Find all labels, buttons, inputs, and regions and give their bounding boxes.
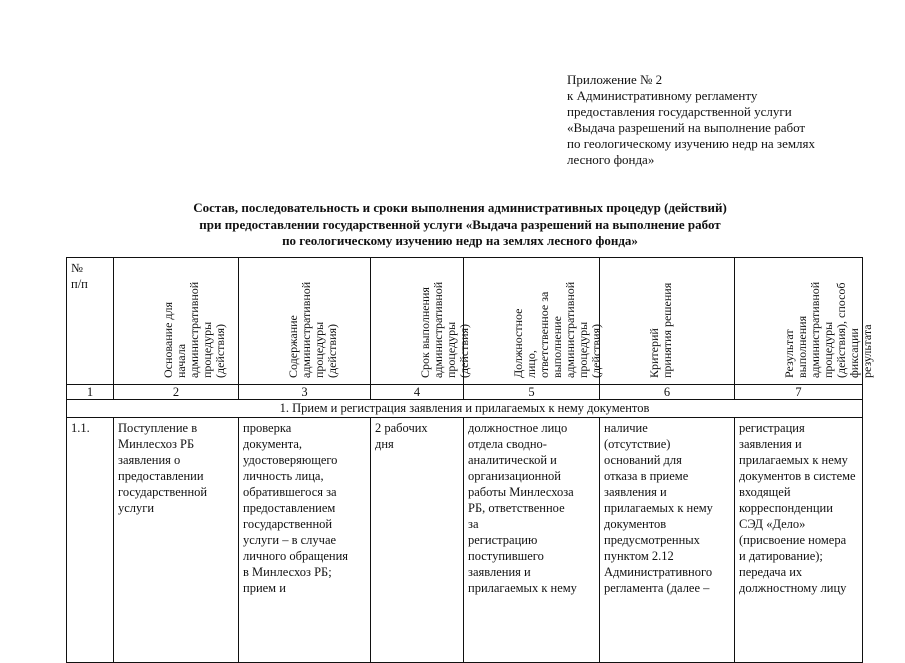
cell-line: Поступление в <box>118 421 198 435</box>
header-line: Должностное <box>511 308 525 378</box>
header-line: административной <box>187 281 201 378</box>
cell-line: аналитической и <box>468 453 557 467</box>
cell-result <box>735 418 863 663</box>
cell-line: (присвоение номера <box>739 533 847 547</box>
cell-line: документов <box>604 517 667 531</box>
header-line: Содержание <box>286 315 300 378</box>
cell-line: предусмотренных <box>604 533 700 547</box>
header-line: фиксации <box>847 328 861 378</box>
cell-line: передача их <box>739 565 803 579</box>
cell-line: входящей <box>739 485 791 499</box>
header-line: принятия решения <box>660 282 674 378</box>
table-header-row <box>67 258 863 385</box>
cell-line: регистрация <box>739 421 805 435</box>
cell-line: дня <box>375 437 394 451</box>
cell-line: заявления и <box>739 437 802 451</box>
cell-line: организационной <box>468 469 561 483</box>
cell-line: личного обращения <box>243 549 349 563</box>
appendix-line: Приложение № 2 <box>567 72 663 87</box>
cell-line: государственной <box>118 485 208 499</box>
cell-line: наличие <box>604 421 648 435</box>
header-line: (действия) <box>325 323 339 378</box>
cell-criterion <box>600 418 735 663</box>
header-num <box>67 258 114 385</box>
header-line: административной <box>299 281 313 378</box>
header-line: (действия), способ <box>834 282 848 378</box>
header-line: Критерий <box>647 328 661 378</box>
header-line: административной <box>431 281 445 378</box>
procedures-table <box>66 257 874 663</box>
cell-line: прилагаемых к нему <box>468 581 577 595</box>
cell-line: и датирование); <box>739 549 823 563</box>
header-line: начала <box>174 343 188 378</box>
cell-line: корреспонденции <box>739 501 833 515</box>
cell-line: документов в системе <box>739 469 856 483</box>
column-number: 1 <box>67 385 114 400</box>
cell-line: услуги – в случае <box>243 533 337 547</box>
cell-official <box>464 418 600 663</box>
column-number: 2 <box>114 385 239 400</box>
header-basis <box>114 258 239 385</box>
title-line: Состав, последовательность и сроки выполнения административных процедур (действий) <box>193 200 727 215</box>
column-numbers-row <box>67 385 863 400</box>
cell-line: документа, <box>243 437 303 451</box>
column-number: 6 <box>600 385 735 400</box>
cell-line: государственной <box>243 517 333 531</box>
title-line: по геологическому изучению недр на землях лесного фонда» <box>282 233 638 248</box>
cell-line: прием и <box>243 581 286 595</box>
header-line: Результат <box>782 329 796 378</box>
column-number: 5 <box>464 385 600 400</box>
cell-term <box>371 418 464 663</box>
title-line: при предоставлении государственной услуги «Выдача разрешений на выполнение работ <box>199 216 721 232</box>
cell-line: (отсутствие) <box>604 437 671 451</box>
cell-line: оснований для <box>604 453 682 467</box>
cell-line: Минлесхоз РБ <box>118 437 195 451</box>
header-line: процедуры <box>312 321 326 378</box>
cell-line: в Минлесхоз РБ; <box>243 565 332 579</box>
header-result <box>735 258 874 385</box>
cell-line: предоставлении <box>118 469 204 483</box>
cell-line: личность лица, <box>243 469 324 483</box>
cell-line: регламента (далее – <box>604 581 710 595</box>
cell-line: прилагаемых к нему <box>604 501 713 515</box>
header-line: выполнения <box>795 315 809 378</box>
header-line: лицо, <box>524 350 538 378</box>
column-number: 7 <box>735 385 863 400</box>
header-line: Основание для <box>161 301 175 378</box>
header-term <box>371 258 471 385</box>
procedures-table-container <box>66 257 874 640</box>
header-line: ответственное за <box>537 291 551 378</box>
cell-basis <box>114 418 239 663</box>
cell-line: РБ, ответственное <box>468 501 565 515</box>
cell-line: поступившего <box>468 549 544 563</box>
cell-line: заявления и <box>468 565 531 579</box>
cell-line: должностное лицо <box>468 421 568 435</box>
cell-line: должностному лицу <box>739 581 847 595</box>
cell-line: Административного <box>604 565 713 579</box>
header-criterion <box>600 258 735 385</box>
header-content <box>239 258 371 385</box>
cell-line: СЭД «Дело» <box>739 517 806 531</box>
cell-line: удостоверяющего <box>243 453 338 467</box>
header-line: процедуры <box>444 321 458 378</box>
appendix-line: лесного фонда» <box>567 152 655 167</box>
stage-row <box>67 400 863 418</box>
table-row <box>67 418 863 663</box>
header-line: (действия) <box>457 323 471 378</box>
header-line: выполнение <box>550 316 564 378</box>
header-line: (действия) <box>213 323 227 378</box>
header-num-line: п/п <box>71 277 88 291</box>
header-line: (действия) <box>589 323 603 378</box>
document-title <box>60 200 860 250</box>
cell-line: пунктом 2.12 <box>604 549 674 563</box>
header-line: административной <box>563 281 577 378</box>
header-official <box>464 258 603 385</box>
cell-line: заявления о <box>118 453 181 467</box>
appendix-line: к Административному регламенту <box>567 88 758 103</box>
cell-line: за <box>468 517 479 531</box>
cell-line: проверка <box>243 421 292 435</box>
column-number: 3 <box>239 385 371 400</box>
cell-line: заявления и <box>604 485 667 499</box>
cell-line: предоставлением <box>243 501 336 515</box>
header-num-line: № <box>71 261 83 275</box>
header-line: процедуры <box>200 321 214 378</box>
cell-line: отдела сводно- <box>468 437 547 451</box>
cell-line: работы Минлесхоза <box>468 485 574 499</box>
cell-line: регистрацию <box>468 533 538 547</box>
cell-line: отказа в приеме <box>604 469 689 483</box>
appendix-line: «Выдача разрешений на выполнение работ <box>567 120 806 135</box>
appendix-line: предоставления государственной услуги <box>567 104 792 119</box>
cell-line: обратившегося за <box>243 485 337 499</box>
header-line: процедуры <box>821 321 835 378</box>
cell-line: 2 рабочих <box>375 421 428 435</box>
column-number: 4 <box>371 385 464 400</box>
row-number: 1.1. <box>67 418 114 663</box>
appendix-line: по геологическому изучению недр на землях <box>567 136 816 151</box>
header-line: Срок выполнения <box>418 287 432 378</box>
cell-line: прилагаемых к нему <box>739 453 848 467</box>
cell-line: услуги <box>118 501 155 515</box>
header-line: процедуры <box>576 321 590 378</box>
cell-content <box>239 418 371 663</box>
stage-title: 1. Прием и регистрация заявления и прилагаемых к нему документов <box>67 400 863 418</box>
header-line: административной <box>808 281 822 378</box>
header-line: результата <box>860 324 874 378</box>
appendix-note <box>567 72 887 168</box>
